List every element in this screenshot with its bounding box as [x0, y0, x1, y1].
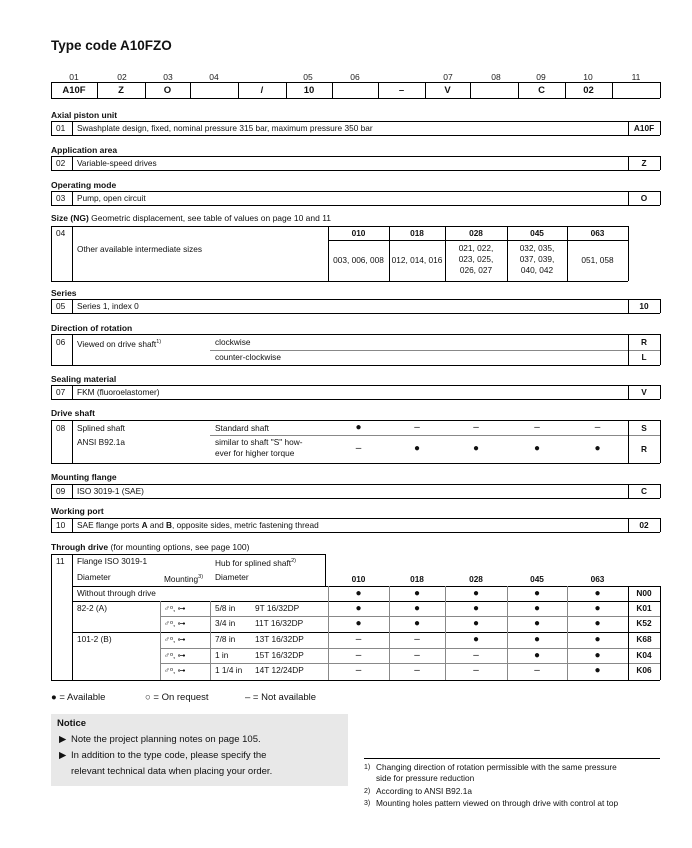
series-code: 10 [639, 301, 649, 311]
legend-on-request: ○ = On request [145, 692, 209, 703]
rule [660, 420, 661, 463]
mounting-label: Mounting [164, 573, 199, 584]
application-description: Variable-speed drives [77, 158, 157, 168]
footnote-2-number: 2) [364, 788, 371, 795]
code-value: O [163, 85, 172, 96]
through-top [51, 554, 325, 555]
application-row-top [51, 156, 660, 157]
position-number: 01 [69, 72, 79, 82]
size-column-header: 018 [410, 228, 424, 238]
through-hub-label [215, 556, 296, 569]
rule [72, 121, 73, 135]
hub-footnote-ref: 2) [291, 558, 296, 564]
shaft-torque-label: similar to shaft "S" how- ever for higher torque [215, 437, 303, 458]
rule [72, 518, 73, 532]
notice-item-2a: In addition to the type code, please specify the [71, 750, 267, 761]
availability-mark: ● [413, 618, 421, 629]
rule [660, 191, 661, 205]
legend-available: ● = Available [51, 692, 106, 703]
availability-mark: ● [355, 422, 362, 433]
series-header: Series [51, 288, 77, 298]
rule [51, 334, 52, 365]
rotation-counter-clockwise: counter-clockwise [215, 352, 281, 362]
through-row-inch: 1 1/4 in [215, 665, 243, 675]
shaft-standard-label: Standard shaft [215, 423, 269, 433]
rule [51, 365, 660, 366]
availability-mark: – [473, 650, 479, 661]
size-other-values: 003, 006, 008 [333, 255, 384, 265]
rule [51, 420, 52, 463]
size-number: 04 [56, 228, 66, 238]
rule [160, 663, 660, 664]
through-row-spline: 15T 16/32DP [255, 650, 304, 660]
through-row-code: K68 [636, 634, 652, 644]
position-number: 10 [583, 72, 593, 82]
mounting-icon: ♂ᵒ, ⊶ [164, 604, 186, 613]
notice-bullet-icon: ▶ [59, 734, 67, 745]
sealing-code: V [641, 387, 647, 397]
operating-row-bottom [51, 205, 660, 206]
port-desc-e: , opposite sides, metric fastening thread [172, 520, 319, 530]
notice-title: Notice [57, 718, 87, 729]
rotation-header: Direction of rotation [51, 323, 133, 333]
port-header: Working port [51, 506, 104, 516]
availability-mark: ● [533, 618, 541, 629]
through-diameter2-label: Diameter [215, 572, 249, 582]
size-mid [328, 240, 628, 241]
through-row-spline: 14T 12/24DP [255, 665, 304, 675]
application-header: Application area [51, 145, 118, 155]
port-code: 02 [639, 520, 649, 530]
rule [51, 191, 52, 205]
size-header-bold: Size (NG) [51, 213, 89, 223]
series-number: 05 [56, 301, 66, 311]
availability-mark: ● [355, 603, 362, 614]
mounting-icon: ♂ᵒ, ⊶ [164, 635, 186, 644]
rule [72, 334, 73, 365]
rule [210, 350, 660, 351]
mounting-icon: ♂ᵒ, ⊶ [164, 651, 186, 660]
availability-mark: – [473, 665, 479, 676]
rule [160, 648, 660, 649]
rule [51, 226, 52, 281]
mounting-footnote-ref: 3) [198, 574, 204, 580]
availability-mark: ● [594, 618, 601, 629]
rotation-clockwise: clockwise [215, 337, 251, 347]
availability-mark: ● [472, 618, 480, 629]
footnote-1-cont: side for pressure reduction [376, 773, 475, 783]
through-row-inch: 3/4 in [215, 618, 236, 628]
availability-mark: ● [355, 618, 362, 629]
availability-mark: – [473, 422, 479, 433]
rule [72, 299, 73, 313]
size-other-values: 051, 058 [581, 255, 614, 265]
operating-description: Pump, open circuit [77, 193, 146, 203]
size-column-header: 045 [530, 228, 544, 238]
rotation-footnote-ref: 1) [156, 339, 162, 345]
availability-mark: ● [594, 634, 601, 645]
through-row-inch: 5/8 in [215, 603, 236, 613]
mounting-icon: ♂ᵒ, ⊶ [164, 666, 186, 675]
availability-mark: ● [413, 443, 421, 454]
position-number: 08 [491, 72, 501, 82]
rule [51, 463, 660, 464]
footnote-3-number: 3) [364, 800, 371, 807]
position-number: 11 [631, 72, 641, 82]
through-row-spline: 9T 16/32DP [255, 603, 300, 613]
code-value: C [538, 85, 545, 96]
axial-number: 01 [56, 123, 66, 133]
rule [660, 518, 661, 532]
through-row-code: K52 [636, 618, 652, 628]
rule [72, 554, 73, 680]
sealing-row-top [51, 385, 660, 386]
availability-mark: ● [355, 588, 362, 599]
through-row-inch: 7/8 in [215, 634, 236, 644]
code-bar-top [51, 82, 660, 83]
size-header-rest: Geometric displacement, see table of values on page 10 and 11 [88, 213, 332, 223]
availability-mark: ● [594, 650, 601, 661]
footnote-3: Mounting holes pattern viewed on through drive with control at top [376, 798, 619, 808]
rule [51, 121, 52, 135]
rule [325, 554, 326, 586]
availability-mark: – [534, 665, 540, 676]
availability-mark: ● [472, 634, 480, 645]
axial-row-top [51, 121, 660, 122]
port-desc-c: and [147, 520, 167, 530]
through-row-code: K04 [636, 650, 652, 660]
footnote-1: Changing direction of rotation permissible with the same pressure [376, 762, 617, 772]
rule [51, 299, 52, 313]
legend-not-available: – = Not available [245, 692, 317, 703]
code-value: 02 [583, 85, 594, 96]
availability-mark: – [355, 665, 362, 676]
availability-mark: ● [594, 665, 601, 676]
code-bar-divider [612, 82, 613, 98]
rule [660, 156, 661, 170]
through-header [51, 542, 249, 553]
code-value: – [398, 85, 405, 96]
axial-code: A10F [633, 123, 655, 133]
through-mounting-label [164, 572, 203, 585]
rule [72, 156, 73, 170]
position-number: 06 [350, 72, 360, 82]
rule [51, 532, 660, 533]
rule [51, 334, 660, 335]
mounting-row-top [51, 484, 660, 485]
availability-mark: ● [472, 443, 480, 454]
through-row-code: N00 [636, 588, 652, 598]
rule [72, 226, 73, 281]
rotation-code-l: L [641, 352, 647, 362]
rule [660, 334, 661, 365]
through-bottom [51, 680, 660, 681]
port-number: 10 [56, 520, 66, 530]
rule [51, 518, 660, 519]
through-size-header: 063 [590, 574, 605, 584]
position-number: 02 [117, 72, 127, 82]
rule [51, 554, 52, 680]
rule [51, 385, 52, 399]
application-row-bottom [51, 170, 660, 171]
size-other-values: 012, 014, 016 [391, 255, 443, 265]
size-column-header: 028 [469, 228, 483, 238]
shaft-header: Drive shaft [51, 408, 95, 418]
sealing-description: FKM (fluoroelastomer) [77, 387, 160, 397]
series-row-bottom [51, 313, 660, 314]
rule [51, 518, 52, 532]
availability-mark: ● [413, 588, 421, 599]
series-description: Series 1, index 0 [77, 301, 139, 311]
through-row-flange: 82-2 (A) [77, 603, 107, 613]
through-row-code: K01 [636, 603, 652, 613]
footnote-1-number: 1) [364, 764, 371, 771]
position-number: 09 [536, 72, 546, 82]
port-desc-a: SAE flange ports [77, 520, 142, 530]
code-value: A10F [62, 85, 86, 96]
rule [160, 616, 660, 617]
rotation-desc: Viewed on drive shaft [77, 338, 157, 349]
code-value: V [444, 85, 451, 96]
rule [51, 156, 52, 170]
mounting-number: 09 [56, 486, 66, 496]
through-size-header: 028 [469, 574, 483, 584]
through-flange-label: Flange ISO 3019-1 [77, 556, 148, 566]
availability-mark: – [414, 634, 420, 645]
axial-header: Axial piston unit [51, 110, 118, 120]
availability-mark: ● [533, 650, 541, 661]
operating-number: 03 [56, 193, 66, 203]
rule [210, 435, 660, 436]
rule [660, 299, 661, 313]
axial-row-bottom [51, 135, 660, 136]
mounting-code: C [641, 486, 647, 496]
rotation-number: 06 [56, 337, 66, 347]
footnote-2: According to ANSI B92.1a [376, 786, 472, 796]
notice-item-2b: relevant technical data when placing your order. [71, 766, 273, 777]
position-number: 03 [163, 72, 173, 82]
size-other-values: 032, 035, 037, 039, 040, 042 [519, 243, 555, 275]
size-other-values: 021, 022, 023, 025, 026, 027 [458, 243, 494, 275]
availability-mark: ● [594, 588, 601, 599]
rotation-code-r: R [641, 337, 647, 347]
series-row-top [51, 299, 660, 300]
code-bar-divider [660, 82, 661, 98]
availability-mark: ● [594, 603, 601, 614]
mounting-description: ISO 3019-1 (SAE) [77, 486, 144, 496]
rule [72, 385, 73, 399]
page-title: Type code A10FZO [51, 38, 172, 53]
code-bar-divider [332, 82, 333, 98]
position-number: 07 [443, 72, 453, 82]
through-row-flange: Without through drive [77, 588, 156, 598]
position-number: 05 [303, 72, 313, 82]
rule [51, 484, 52, 498]
sealing-header: Sealing material [51, 374, 117, 384]
notice-box [51, 714, 348, 786]
shaft-code-s: S [641, 423, 647, 433]
position-number: 04 [209, 72, 219, 82]
size-top [51, 226, 628, 227]
port-description [77, 520, 319, 531]
axial-description: Swashplate design, fixed, nominal pressure 315 bar, maximum pressure 350 bar [77, 123, 373, 133]
code-value: Z [118, 85, 124, 96]
application-code: Z [641, 158, 647, 168]
through-row-spline: 11T 16/32DP [255, 618, 304, 628]
through-row-inch: 1 in [215, 650, 229, 660]
operating-header: Operating mode [51, 180, 117, 190]
through-row-line [72, 586, 660, 587]
availability-mark: ● [533, 603, 541, 614]
rule [51, 420, 660, 421]
port-a: A [141, 520, 148, 530]
rule [160, 601, 161, 680]
through-header-rest: (for mounting options, see page 100) [108, 542, 250, 552]
availability-mark: – [534, 422, 540, 433]
availability-mark: ● [533, 634, 541, 645]
availability-mark: – [414, 422, 420, 433]
through-row-code: K06 [636, 665, 652, 675]
shaft-description: Splined shaft [77, 423, 125, 433]
size-column-header: 010 [351, 228, 366, 238]
size-other-label: Other available intermediate sizes [77, 244, 202, 254]
code-value: 10 [303, 85, 315, 96]
code-bar-divider [190, 82, 191, 98]
through-number: 11 [56, 556, 65, 566]
through-row-flange: 101-2 (B) [77, 634, 112, 644]
code-bar-bottom [51, 98, 660, 99]
size-column-header: 063 [590, 228, 605, 238]
availability-mark: – [414, 665, 420, 676]
size-bottom [51, 281, 628, 282]
shaft-number: 08 [56, 423, 66, 433]
through-size-header: 018 [410, 574, 424, 584]
rule [660, 586, 661, 680]
application-number: 02 [56, 158, 66, 168]
through-size-header: 010 [351, 574, 366, 584]
sealing-number: 07 [56, 387, 66, 397]
rule [660, 484, 661, 498]
mounting-icon: ♂ᵒ, ⊶ [164, 619, 186, 628]
notice-bullet-icon: ▶ [59, 750, 67, 761]
availability-mark: ● [472, 588, 480, 599]
availability-mark: – [594, 422, 601, 433]
shaft-standard: ANSI B92.1a [77, 437, 125, 447]
mounting-header: Mounting flange [51, 472, 117, 482]
operating-row-top [51, 191, 660, 192]
shaft-code-r: R [641, 444, 647, 454]
mounting-row-bottom [51, 498, 660, 499]
availability-mark: – [355, 634, 362, 645]
rule [660, 385, 661, 399]
through-size-header: 045 [530, 574, 544, 584]
hub-label: Hub for splined shaft [215, 557, 292, 568]
notice-item-1: Note the project planning notes on page 105. [71, 734, 261, 745]
availability-mark: ● [594, 443, 601, 454]
rule [628, 226, 629, 281]
rule [72, 191, 73, 205]
rotation-description [77, 337, 161, 350]
code-value: / [260, 85, 264, 96]
rule [210, 601, 211, 680]
sealing-row-bottom [51, 399, 660, 400]
code-bar-divider [470, 82, 471, 98]
availability-mark: ● [533, 443, 541, 454]
rule [72, 484, 73, 498]
through-header-bold: Through drive [51, 542, 109, 552]
availability-mark: ● [472, 603, 480, 614]
port-b: B [166, 520, 173, 530]
availability-mark: ● [413, 603, 421, 614]
availability-mark: – [414, 650, 420, 661]
availability-mark: – [355, 443, 362, 454]
availability-mark: – [355, 650, 362, 661]
availability-mark: ● [533, 588, 541, 599]
rule [72, 420, 73, 463]
operating-code: O [640, 193, 648, 203]
rule [660, 121, 661, 135]
size-header [51, 213, 331, 224]
through-row-spline: 13T 16/32DP [255, 634, 304, 644]
through-diameter-label: Diameter [77, 572, 111, 582]
